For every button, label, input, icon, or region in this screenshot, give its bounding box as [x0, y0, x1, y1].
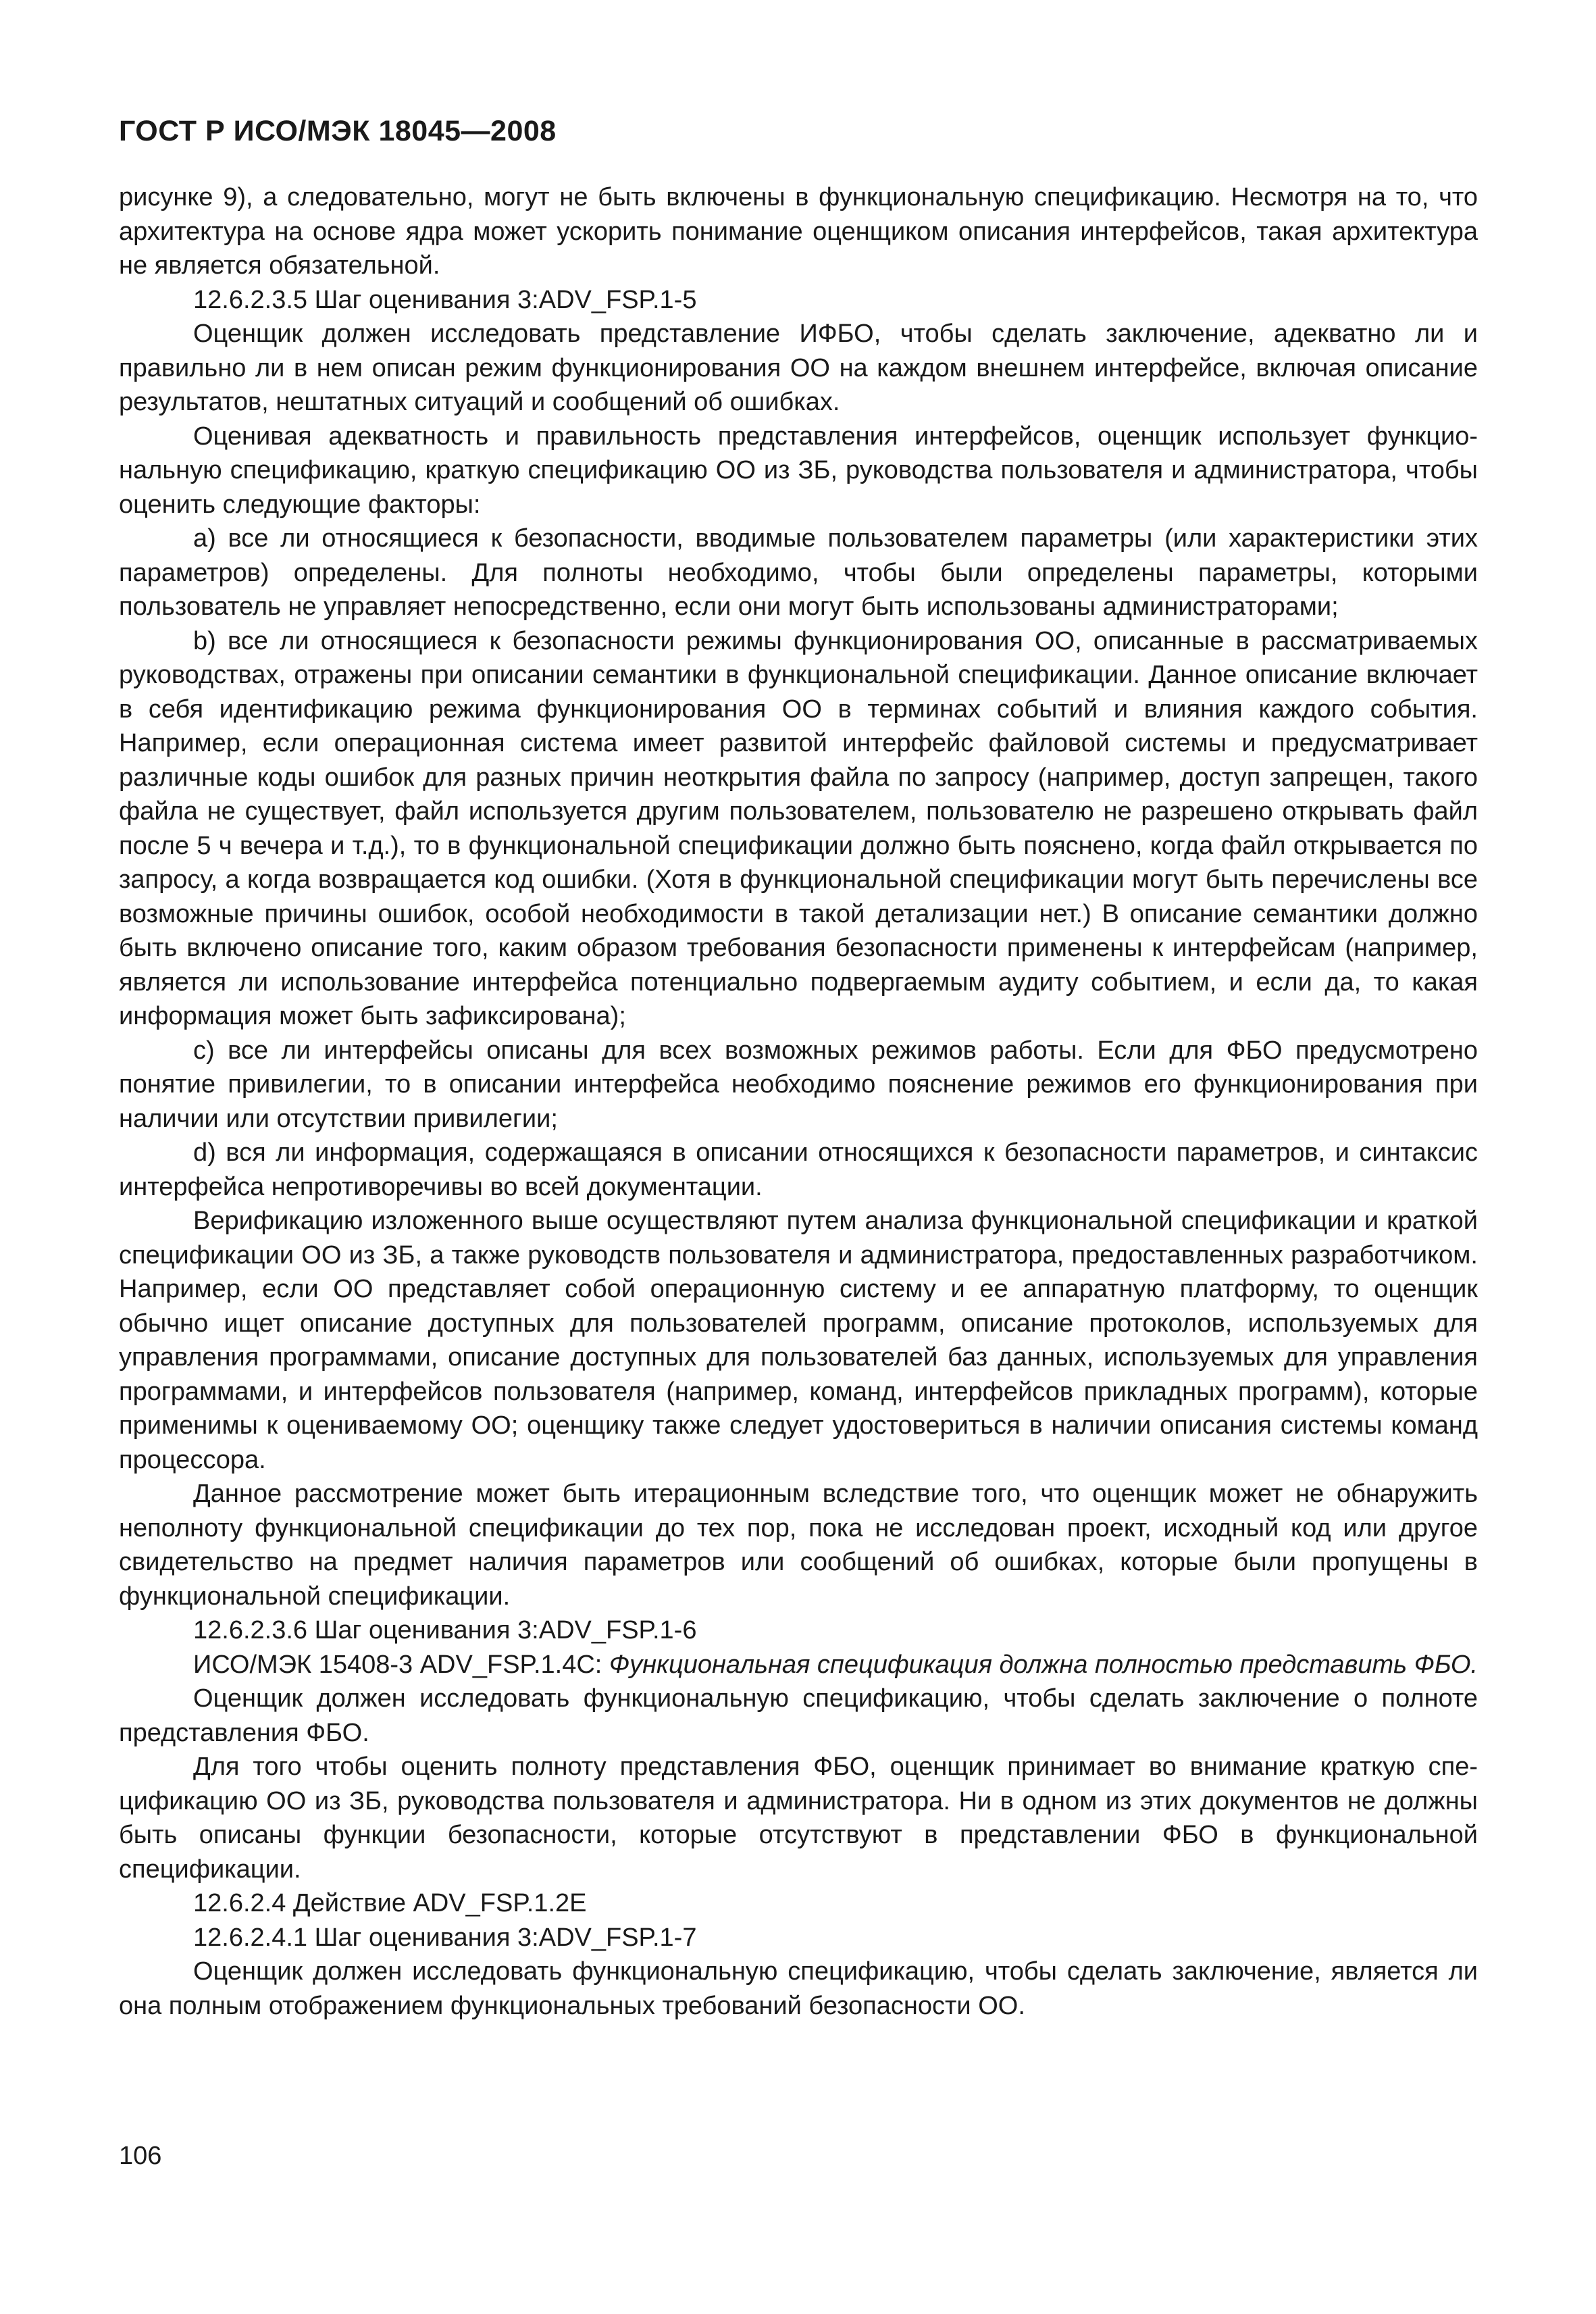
- document-header-title: ГОСТ Р ИСО/МЭК 18045—2008: [119, 115, 557, 147]
- list-item-b: b) все ли относящиеся к безопасности режимы функционирования ОО, описанные в рассматриваемых руководствах, отражены при описании семантики в функциональной спецификации. Данное описание включает в себя идентификацию режима функционирования ОО в терминах событий и влияния каждого события. Например, если операционная система имеет развитой интерфейс файловой системы и предусматривает различные коды ошибок для разных причин неоткрытия файла по запросу (например, доступ запрещен, такого файла не существует, файл используется другим пользователем, пользователю не разрешено открывать файл после 5 ч вечера и т.д.), то в функциональной спецификации должно быть пояснено, когда файл открывается по запросу, а когда возвращается код ошибки. (Хотя в функциональной спецификации могут быть перечислены все возможные причины ошибок, особой необходимости в такой детализации нет.) В описание семантики должно быть включено описание того, каким образом требования безопасности применены к интерфейсам (например, является ли использование интерфейса потенциально подвергаемым аудиту событием, и если да, то какая информация может быть зафиксирована);: [119, 626, 1478, 1030]
- document-body: [119, 180, 1478, 2023]
- list-item-a: a) все ли относящиеся к безопасности, вводимые пользователем параметры (или характеристики этих параметров) определены. Для полноты необходимо, чтобы были определены параметры, которыми пользователь не управляет непосредственно, если они могут быть использованы администраторами;: [119, 524, 1478, 621]
- section-heading-12-6-2-4-1: 12.6.2.4.1 Шаг оценивания 3:ADV_FSP.1-7: [193, 1923, 697, 1952]
- paragraph: Для того чтобы оценить полноту представления ФБО, оценщик принимает во внимание краткую спецификацию ОО из ЗБ, руководства пользователя и администратора. Ни в одном из этих документов не должны быть описаны функции безопасности, которые отсутствуют в представлении ФБО в функциональной спецификации.: [119, 1753, 1478, 1884]
- paragraph: Оценщик должен исследовать функциональную спецификацию, чтобы сделать заключение, является ли она полным отображением функциональных требований безопасности ОО.: [119, 1957, 1478, 2020]
- paragraph: Данное рассмотрение может быть итерационным вследствие того, что оценщик может не обнаружить неполноту функциональной спецификации до тех пор, пока не исследован проект, исходный код или другое свидетельство на предмет наличия параметров или сообщений об ошибках, которые были пропущены в функциональной спецификации.: [119, 1480, 1478, 1611]
- paragraph: Оценивая адекватность и правильность представления интерфейсов, оценщик использует функциональную спецификацию, краткую спецификацию ОО из ЗБ, руководства пользователя и администратора, чтобы оценить следующие факторы:: [119, 422, 1478, 519]
- list-item-c: c) все ли интерфейсы описаны для всех возможных режимов работы. Если для ФБО предусмотрено понятие привилегии, то в описании интерфейса необходимо пояснение режимов его функционирования при наличии или отсутствии привилегии;: [119, 1036, 1478, 1133]
- section-heading-12-6-2-4: 12.6.2.4 Действие ADV_FSP.1.2E: [193, 1889, 587, 1917]
- requirement-emphasis: Функциональная спецификация должна полностью представить ФБО.: [609, 1650, 1478, 1679]
- document-page: [119, 115, 1478, 2023]
- list-item-d: d) вся ли информация, содержащаяся в описании относящихся к безопасности параметров, и синтаксис интерфейса непротиворечивы во всей документации.: [119, 1138, 1478, 1201]
- paragraph: Оценщик должен исследовать представление ИФБО, чтобы сделать заключение, адекватно ли и правильно ли в нем описан режим функционирования ОО на каждом внешнем интерфейсе, включая описание результатов, нештатных ситуаций и сообщений об ошибках.: [119, 320, 1478, 416]
- page-number: 106: [119, 2142, 162, 2170]
- requirement-paragraph: [119, 1648, 1478, 1682]
- requirement-prefix: ИСО/МЭК 15408-3 ADV_FSP.1.4C:: [193, 1650, 609, 1679]
- paragraph: Верификацию изложенного выше осуществляют путем анализа функциональной спецификации и краткой спецификации ОО из ЗБ, а также руководств пользователя и администратора, предоставленных разработчиком. Например, если ОО представляет собой операционную систему и ее аппаратную платформу, то оценщик обычно ищет описание доступных для пользователей программ, описание протоколов, используемых для управления программами, описание доступных для пользователей баз данных, используемых для управления программами, и интерфейсов пользователя (например, команд, интерфейсов прикладных программ), которые применимы к оцениваемому ОО; оценщику также следует удостовериться в наличии описания системы команд процессора.: [119, 1207, 1478, 1474]
- paragraph-continuation: рисунке 9), а следовательно, могут не быть включены в функциональную спецификацию. Несмотря на то, что архитектура на основе ядра может ускорить понимание оценщиком описания интерфейсов, такая архитектура не является обязательной.: [119, 183, 1478, 280]
- section-heading-12-6-2-3-5: 12.6.2.3.5 Шаг оценивания 3:ADV_FSP.1-5: [193, 285, 697, 314]
- paragraph: Оценщик должен исследовать функциональную спецификацию, чтобы сделать заключение о полноте представления ФБО.: [119, 1684, 1478, 1747]
- section-heading-12-6-2-3-6: 12.6.2.3.6 Шаг оценивания 3:ADV_FSP.1-6: [193, 1616, 697, 1644]
